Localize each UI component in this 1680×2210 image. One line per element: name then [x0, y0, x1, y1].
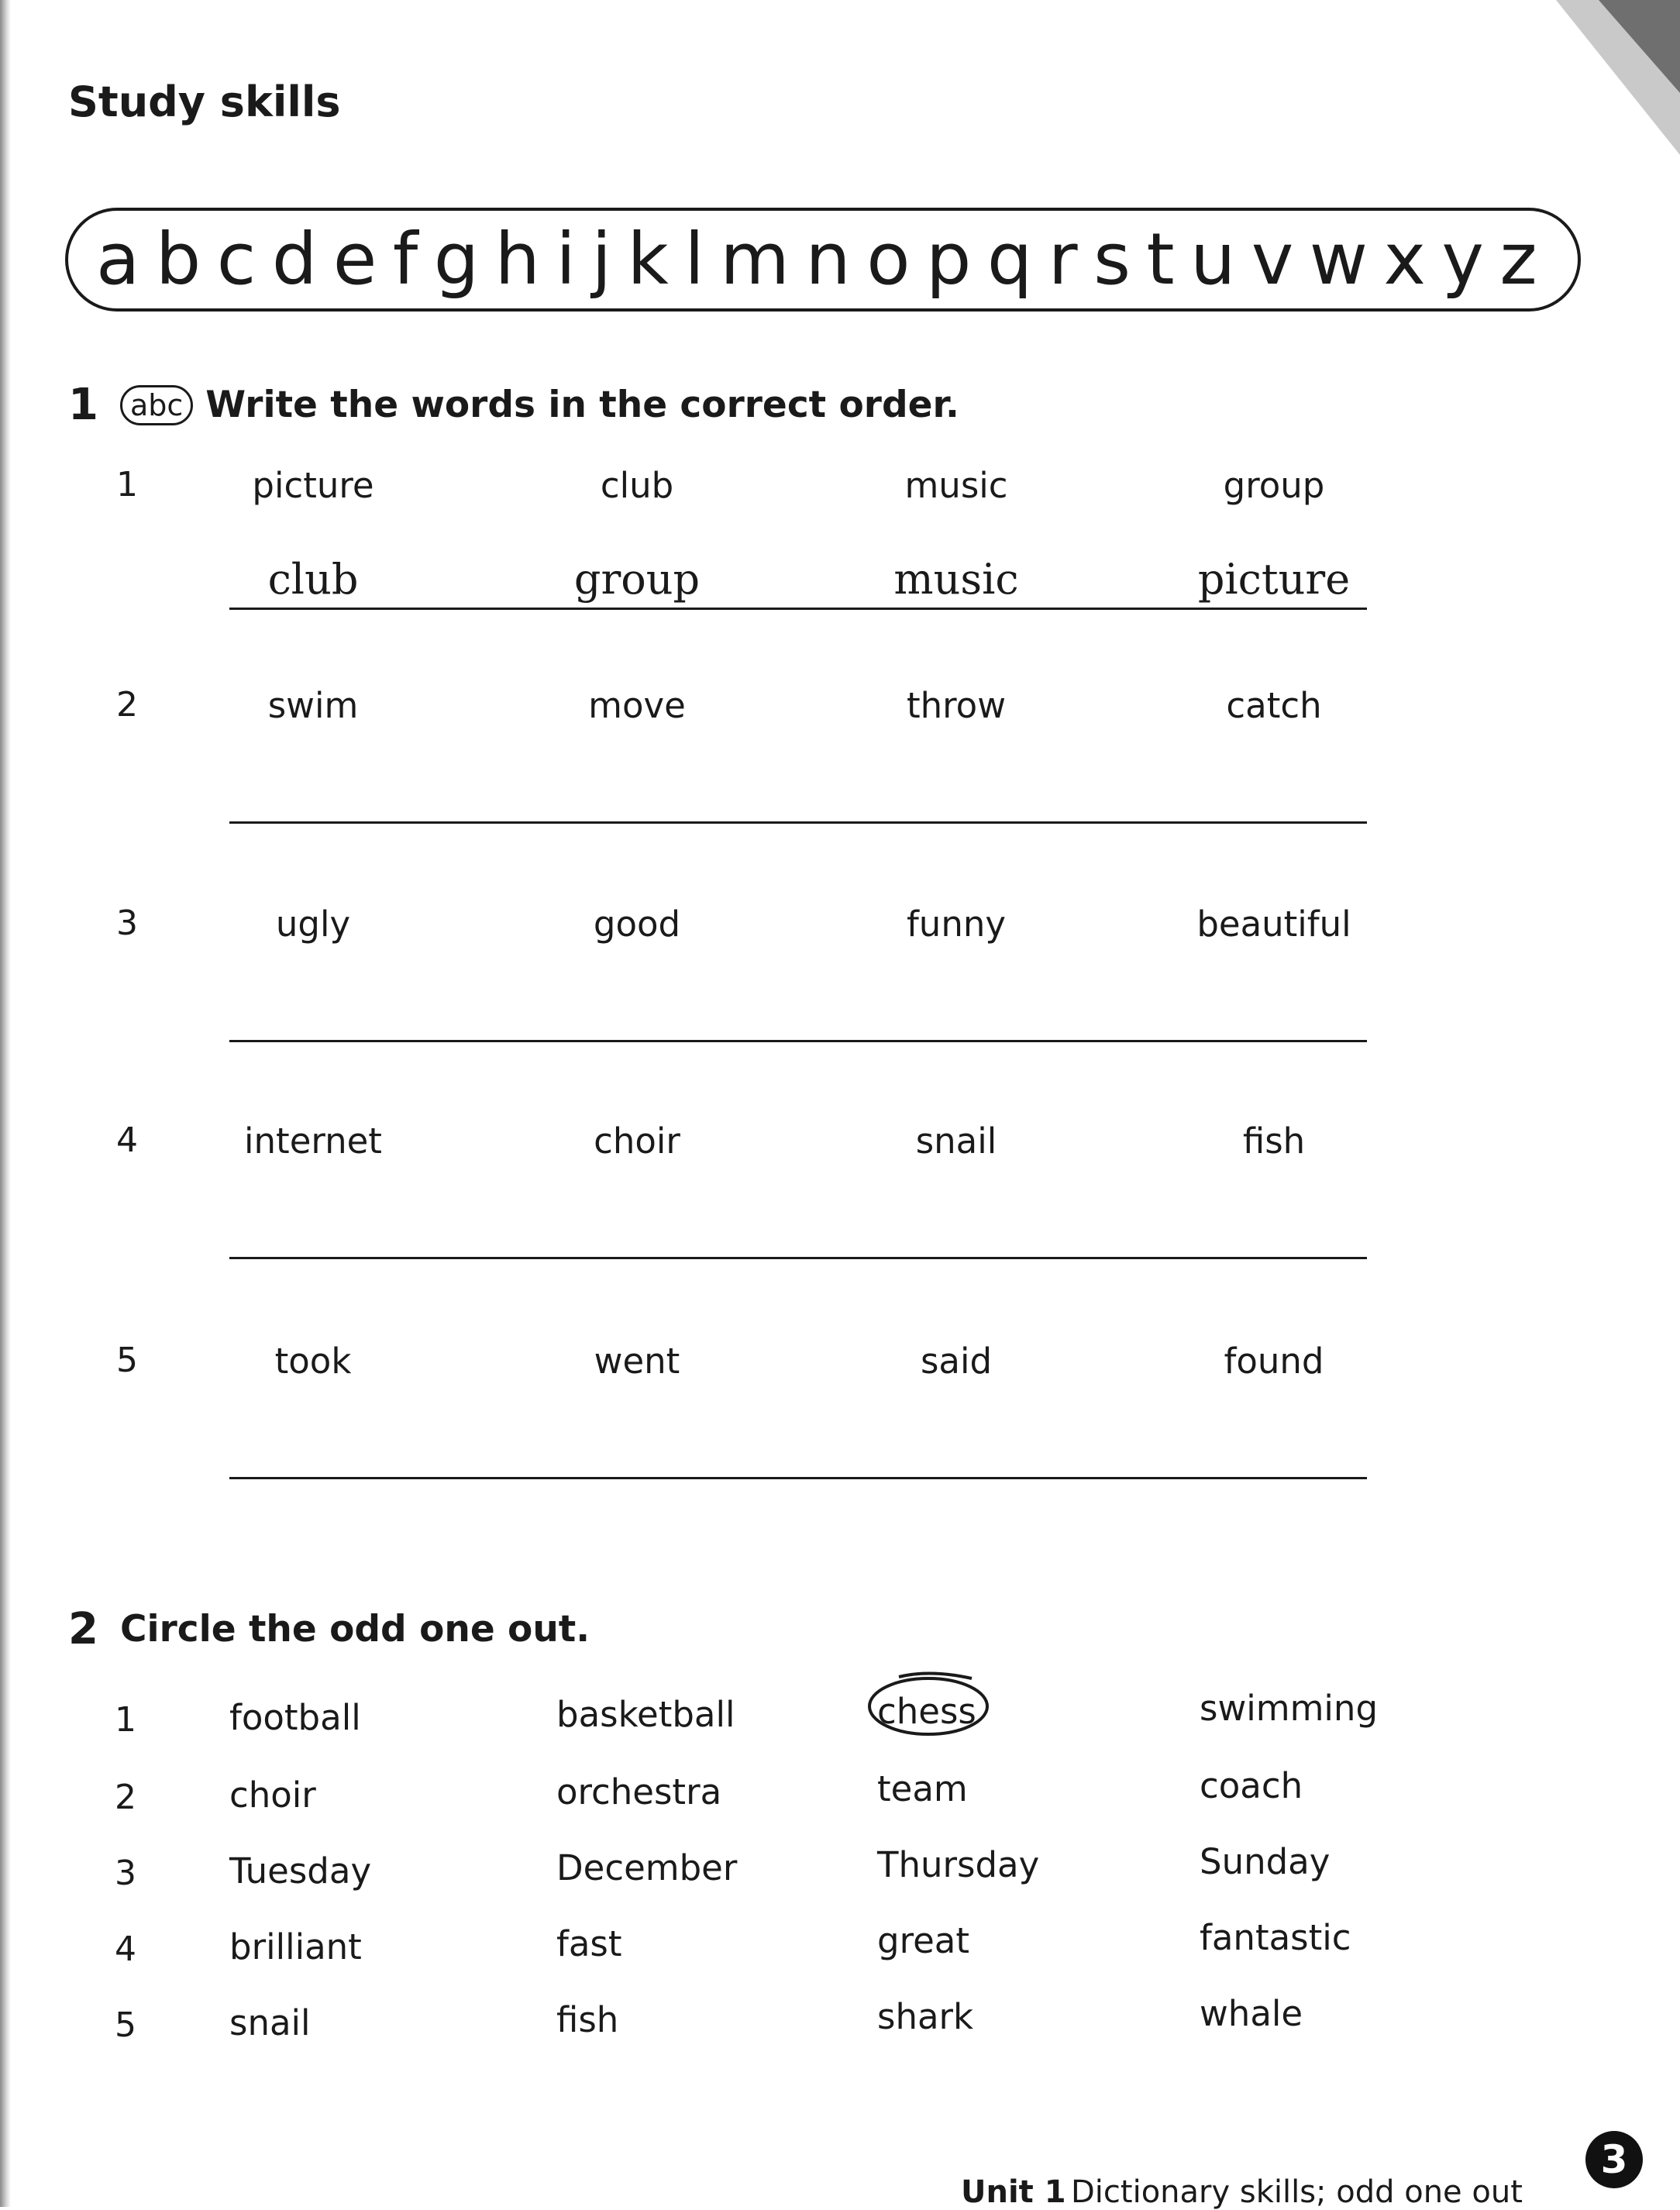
section-title: Study skills — [68, 77, 341, 126]
odd-one-out-word[interactable]: snail — [229, 2002, 311, 2043]
exercise-1-instruction: Write the words in the correct order. — [205, 384, 959, 426]
alphabet-letter: b — [155, 218, 201, 301]
alphabet-letter: c — [216, 218, 256, 301]
exercise-2-instruction: Circle the odd one out. — [119, 1608, 590, 1651]
exercise-2-row-number: 5 — [115, 2005, 136, 2045]
odd-one-out-word[interactable]: Sunday — [1200, 1841, 1331, 1882]
handwritten-answer: club — [267, 555, 359, 604]
handwritten-answer: picture — [1197, 555, 1351, 604]
exercise-1-word: fish — [1242, 1120, 1306, 1162]
odd-one-out-word[interactable]: fast — [556, 1923, 622, 1964]
exercise-2-row-number: 3 — [115, 1854, 136, 1893]
page-number-badge: 3 — [1585, 2131, 1643, 2188]
odd-one-out-word[interactable]: Thursday — [877, 1844, 1040, 1885]
exercise-2-heading — [68, 1604, 590, 1654]
alphabet-letter: o — [866, 218, 911, 301]
exercise-1-word: internet — [244, 1120, 382, 1162]
exercise-1-word: found — [1224, 1341, 1324, 1382]
alphabet-letter: i — [556, 218, 576, 301]
alphabet-letter: g — [433, 218, 480, 301]
answer-writing-line[interactable] — [229, 1040, 1367, 1042]
alphabet-letter: u — [1190, 218, 1236, 301]
odd-one-out-word[interactable]: basketball — [556, 1694, 735, 1735]
odd-one-out-word[interactable]: chess — [877, 1691, 976, 1732]
exercise-1-word: group — [1223, 465, 1325, 506]
answer-writing-line[interactable] — [229, 821, 1367, 824]
exercise-1-word: move — [588, 685, 686, 726]
alphabet-letter: j — [591, 218, 611, 301]
alphabet-letter: k — [627, 218, 669, 301]
alphabet-letter: w — [1309, 218, 1368, 301]
odd-one-out-word[interactable]: choir — [229, 1775, 316, 1816]
odd-one-out-word[interactable]: whale — [1200, 1993, 1303, 2034]
alphabet-letter: y — [1441, 218, 1484, 301]
exercise-2-row-number: 1 — [115, 1700, 136, 1740]
odd-one-out-word[interactable]: fantastic — [1200, 1917, 1351, 1958]
exercise-1-number: 1 — [68, 380, 98, 430]
alphabet-letter: f — [392, 218, 418, 301]
footer-description: Dictionary skills; odd one out — [1071, 2174, 1523, 2210]
answer-writing-line[interactable] — [229, 1257, 1367, 1259]
alphabet-letter: d — [271, 218, 318, 301]
hand-drawn-circle — [865, 1666, 992, 1740]
alphabet-letter: a — [96, 218, 140, 301]
alphabet-letter: s — [1093, 218, 1131, 301]
exercise-1-row-number: 1 — [116, 465, 138, 504]
exercise-2-row-number: 2 — [115, 1778, 136, 1817]
alphabet-letter: h — [494, 218, 540, 301]
alphabet-strip — [65, 208, 1581, 312]
exercise-1-word: choir — [594, 1120, 680, 1162]
exercise-1-word: beautiful — [1196, 904, 1351, 945]
alphabet-letter: x — [1383, 218, 1426, 301]
alphabet-letter: l — [684, 218, 704, 301]
odd-one-out-word[interactable]: football — [229, 1697, 361, 1738]
exercise-1-word: took — [274, 1341, 352, 1382]
odd-one-out-word[interactable]: fish — [556, 1999, 619, 2040]
alphabet-letter: q — [986, 218, 1033, 301]
answer-writing-line[interactable] — [229, 1477, 1367, 1479]
exercise-1-row-number: 5 — [116, 1341, 138, 1380]
handwritten-answer: music — [893, 555, 1019, 604]
exercise-1-word: ugly — [275, 904, 351, 945]
exercise-2-number: 2 — [68, 1604, 98, 1654]
alphabet-letter: z — [1499, 218, 1537, 301]
odd-one-out-word[interactable]: great — [877, 1920, 969, 1961]
handwritten-answer: group — [573, 555, 701, 604]
exercise-1-word: picture — [252, 465, 374, 506]
odd-one-out-word[interactable]: December — [556, 1847, 738, 1888]
answer-writing-line[interactable] — [229, 608, 1367, 610]
odd-one-out-word[interactable]: orchestra — [556, 1771, 722, 1812]
odd-one-out-word[interactable]: team — [877, 1768, 968, 1809]
alphabet-letter: p — [925, 218, 972, 301]
alphabet-letter: t — [1146, 218, 1175, 301]
odd-one-out-word[interactable]: brilliant — [229, 1926, 362, 1967]
odd-one-out-word[interactable]: swimming — [1200, 1688, 1379, 1729]
exercise-1-word: said — [920, 1341, 993, 1382]
exercise-1-heading — [68, 380, 959, 430]
alphabet-letter: r — [1048, 218, 1078, 301]
exercise-1-word: club — [600, 465, 674, 506]
alphabet-letter: v — [1251, 218, 1294, 301]
alphabet-letter: m — [720, 218, 790, 301]
page-binding-edge — [0, 0, 11, 2207]
exercise-1-word: good — [593, 904, 681, 945]
exercise-2-row-number: 4 — [115, 1929, 136, 1969]
odd-one-out-word[interactable]: shark — [877, 1996, 974, 2037]
odd-one-out-word[interactable]: coach — [1200, 1765, 1303, 1806]
exercise-1-row-number: 4 — [116, 1120, 138, 1160]
exercise-1-word: music — [904, 465, 1008, 506]
exercise-1-word: snail — [915, 1120, 997, 1162]
odd-one-out-word[interactable]: Tuesday — [229, 1850, 372, 1892]
exercise-1-row-number: 2 — [116, 685, 138, 725]
alphabet-letter: e — [332, 218, 377, 301]
exercise-1-word: went — [594, 1341, 680, 1382]
exercise-1-row-number: 3 — [116, 904, 138, 943]
footer-unit: Unit 1 — [961, 2174, 1066, 2210]
exercise-1-word: throw — [906, 685, 1006, 726]
exercise-1-word: swim — [267, 685, 359, 726]
page-corner-shadow — [1525, 0, 1680, 170]
alphabet-letter: n — [805, 218, 851, 301]
exercise-1-word: catch — [1226, 685, 1322, 726]
abc-order-icon: abc — [120, 385, 193, 425]
exercise-1-word: funny — [906, 904, 1007, 945]
